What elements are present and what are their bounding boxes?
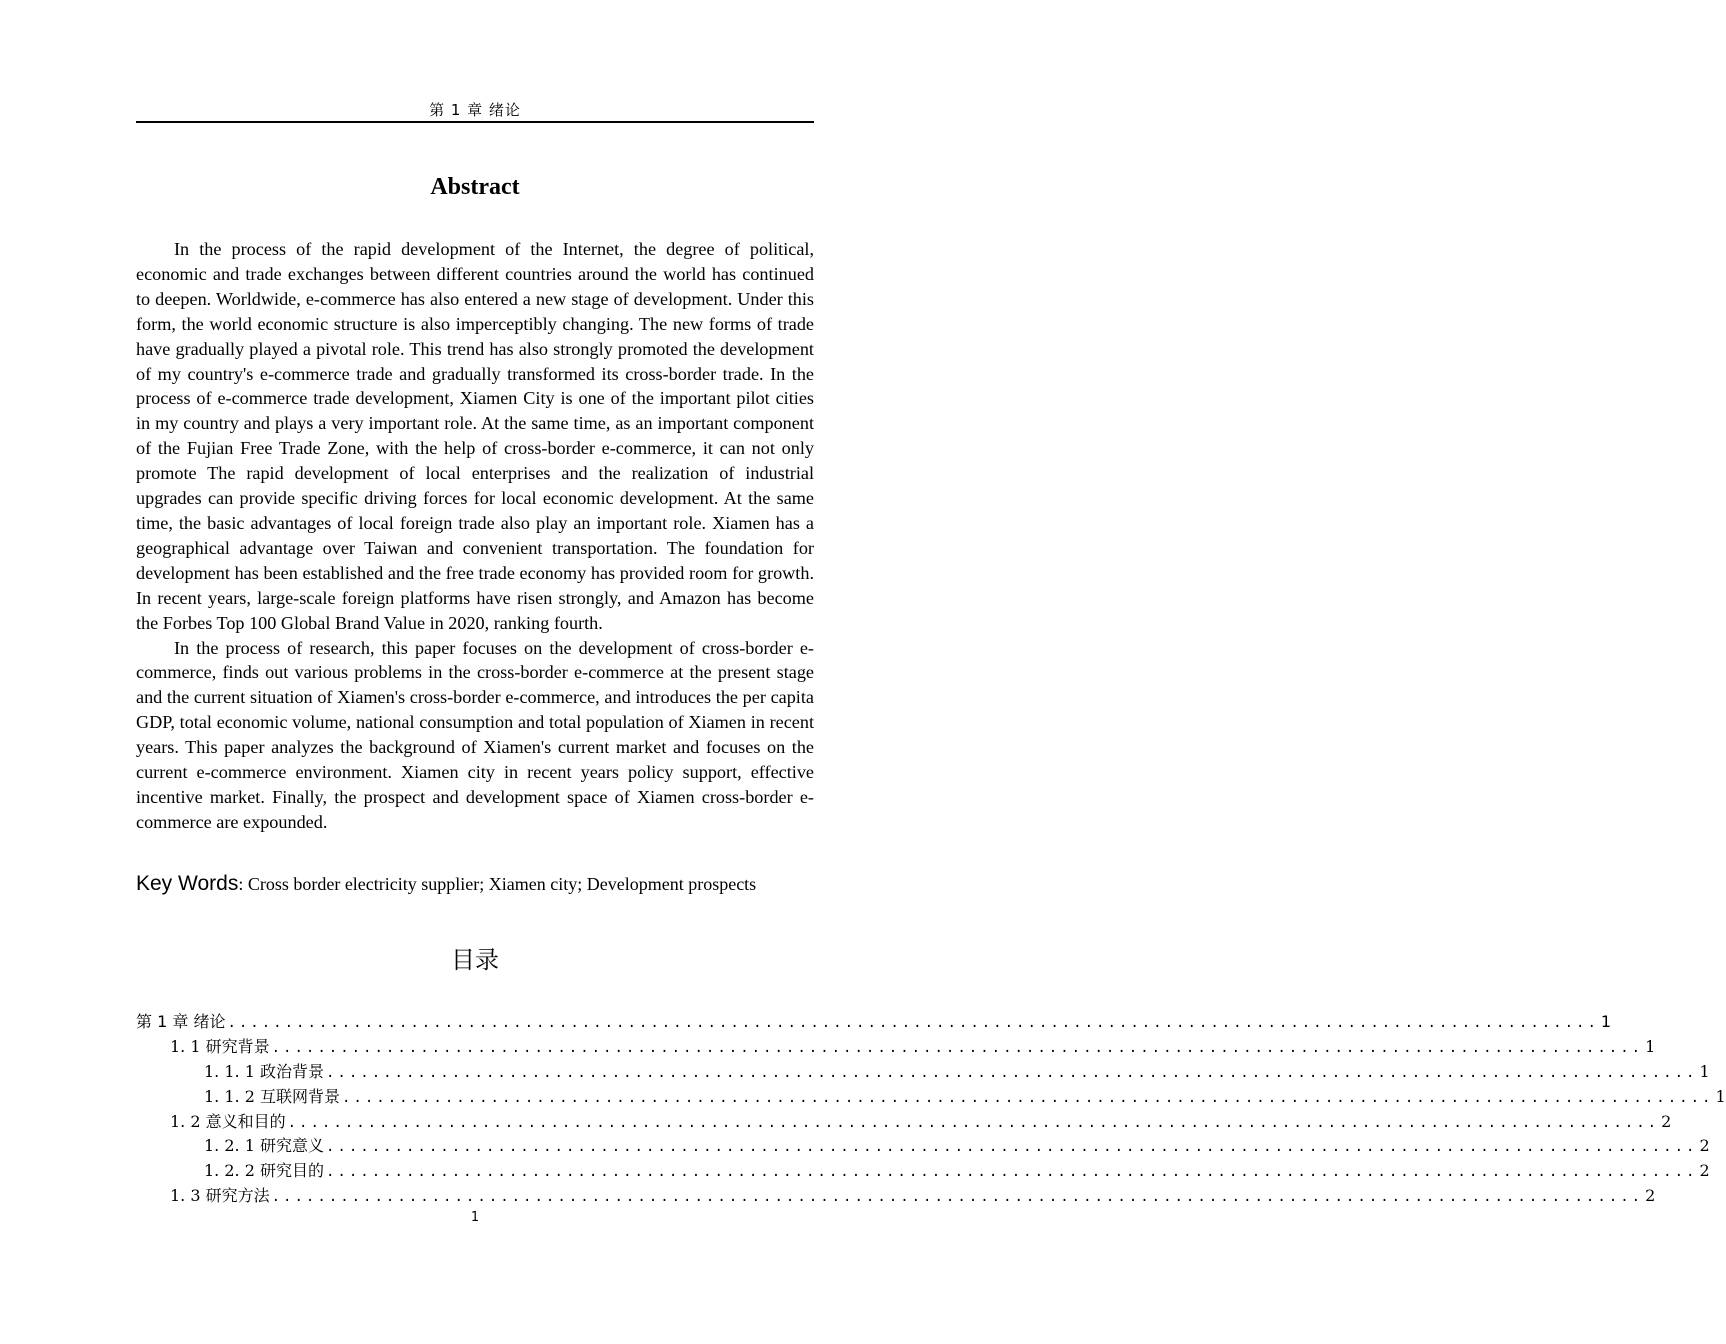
toc-entry-page: 2 xyxy=(1699,1161,1710,1181)
toc-entry[interactable] xyxy=(136,1134,1710,1159)
toc-entry-label: 1. 1. 1 政治背景 xyxy=(204,1061,324,1081)
running-header: 第 1 章 绪论 xyxy=(429,101,521,119)
toc-entry-label: 1. 1. 2 互联网背景 xyxy=(204,1086,340,1106)
toc-title: 目录 xyxy=(451,946,499,974)
toc-leader-dots: ........................................................................................................................ xyxy=(271,1039,1644,1056)
abstract-body xyxy=(136,237,814,835)
toc-entry-page: 1 xyxy=(1645,1036,1656,1056)
toc-entry[interactable] xyxy=(136,1060,1710,1085)
toc-entry-page: 1 xyxy=(1715,1086,1726,1106)
keywords-label: Key Words xyxy=(136,872,239,895)
toc-entry-label: 1. 2 意义和目的 xyxy=(170,1111,286,1131)
toc-entry-label: 第 1 章 绪论 xyxy=(136,1012,226,1031)
keywords-text: : Cross border electricity supplier; Xiamen city; Development prospects xyxy=(238,874,757,894)
toc-entry[interactable] xyxy=(136,1035,1656,1060)
toc-entry-label: 1. 3 研究方法 xyxy=(170,1186,270,1206)
toc-entry[interactable] xyxy=(136,1159,1710,1184)
header-rule xyxy=(136,121,814,123)
toc-entry[interactable] xyxy=(136,1010,1612,1035)
toc-entry-page: 2 xyxy=(1645,1186,1656,1206)
toc-entry[interactable] xyxy=(136,1110,1672,1135)
toc-leader-dots: ........................................................................................................................ xyxy=(271,1189,1644,1206)
page-number: 1 xyxy=(470,1210,480,1225)
abstract-paragraph: In the process of the rapid development of the Internet, the degree of political, economic and trade exchanges between different countries around the world has continued to deepen. Worldwide, e-commerce has also entered a new stage of development. Under this form, the world economic structure is also imperceptibly changing. The new forms of trade have gradually played a pivotal role. This trend has also strongly promoted the development of my country's e-commerce trade and gradually transformed its cross-border trade. In the process of e-commerce trade development, Xiamen City is one of the important pilot cities in my country and plays a very important role. At the same time, as an important component of the Fujian Free Trade Zone, with the help of cross-border e-commerce, it can not only promote The rapid development of local enterprises and the realization of industrial upgrades can provide specific driving forces for local economic development. At the same time, the basic advantages of local foreign trade also play an important role. Xiamen has a geographical advantage over Taiwan and convenient transportation. The foundation for development has been established and the free trade economy has provided room for growth. In recent years, large-scale foreign platforms have risen strongly, and Amazon has become the Forbes Top 100 Global Brand Value in 2020, ranking fourth. xyxy=(136,239,814,633)
toc-leader-dots: ........................................................................................................................ xyxy=(325,1139,1698,1156)
toc-entry-page: 1 xyxy=(1600,1012,1612,1031)
toc-entry-label: 1. 2. 2 研究目的 xyxy=(204,1161,324,1181)
toc-entry-label: 1. 2. 1 研究意义 xyxy=(204,1136,324,1156)
toc-leader-dots: ........................................................................................................................ xyxy=(325,1164,1698,1181)
table-of-contents xyxy=(136,1010,1726,1209)
toc-entry[interactable] xyxy=(136,1184,1656,1209)
abstract-title: Abstract xyxy=(430,174,520,200)
keywords-line xyxy=(136,871,814,897)
toc-entry[interactable] xyxy=(136,1085,1726,1110)
toc-entry-page: 1 xyxy=(1699,1061,1710,1081)
toc-entry-page: 2 xyxy=(1699,1136,1710,1156)
toc-leader-dots: ........................................................................................................................ xyxy=(287,1114,1660,1131)
toc-leader-dots: ........................................................................................................................ xyxy=(325,1064,1698,1081)
toc-leader-dots: ........................................................................................................................ xyxy=(227,1015,1599,1031)
toc-entry-page: 2 xyxy=(1661,1111,1672,1131)
abstract-paragraph: In the process of research, this paper focuses on the development of cross-border e-commerce, finds out various problems in the cross-border e-commerce at the present stage and the current situation of Xiamen's cross-border e-commerce, and introduces the per capita GDP, total economic volume, national consumption and total population of Xiamen in recent years. This paper analyzes the background of Xiamen's current market and focuses on the current e-commerce environment. Xiamen city in recent years policy support, effective incentive market. Finally, the prospect and development space of Xiamen cross-border e-commerce are expounded. xyxy=(136,637,814,832)
toc-entry-label: 1. 1 研究背景 xyxy=(170,1036,270,1056)
toc-leader-dots: ........................................................................................................................ xyxy=(341,1089,1714,1106)
